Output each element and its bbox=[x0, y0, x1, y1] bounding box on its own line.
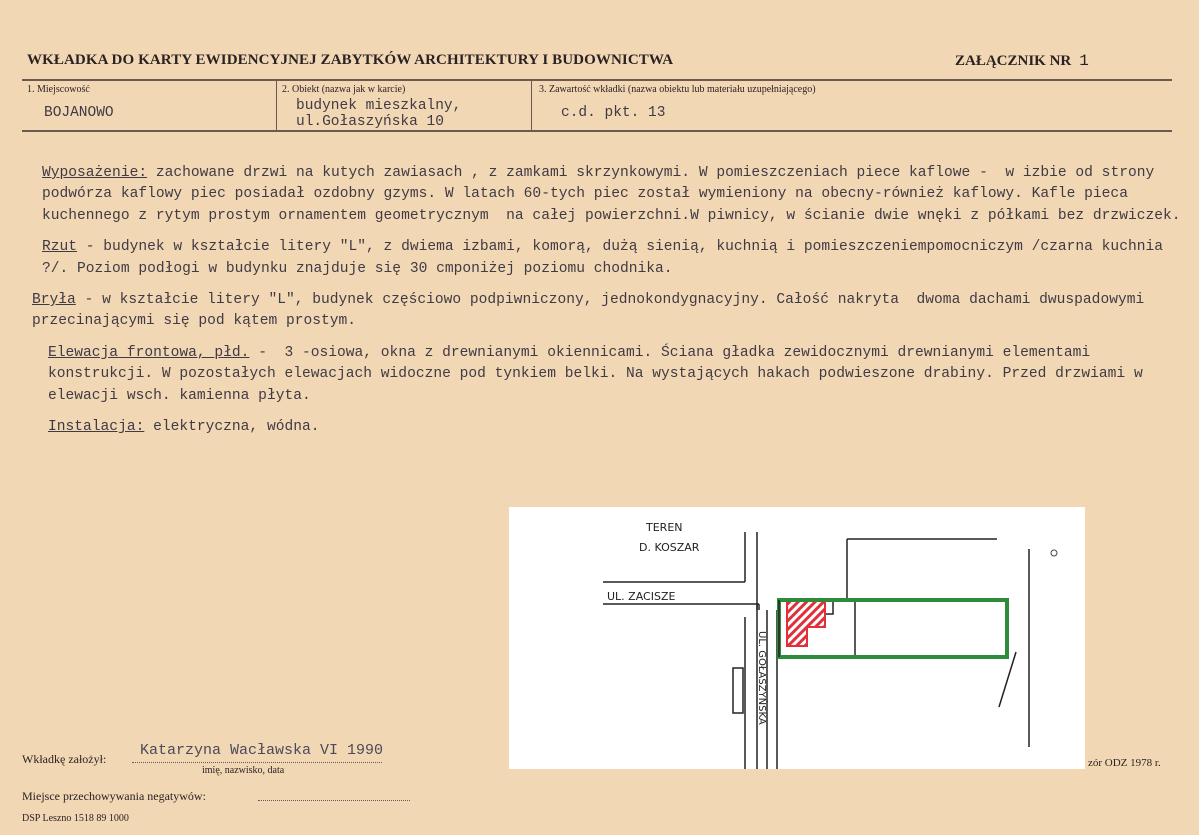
heading-massing: Bryła bbox=[32, 292, 76, 309]
printer-note: DSP Leszno 1518 89 1000 bbox=[22, 813, 129, 824]
card-title: WKŁADKA DO KARTY EWIDENCYJNEJ ZABYTKÓW ARCHITEKTURY I BUDOWNICTWA bbox=[27, 52, 674, 68]
content-value: c.d. pkt. 13 bbox=[561, 105, 666, 121]
author-hint: imię, nazwisko, data bbox=[202, 765, 285, 776]
pattern-note: zór ODZ 1978 r. bbox=[1088, 757, 1161, 769]
heading-facade: Elewacja frontowa, płd. bbox=[48, 344, 250, 361]
text-installation: elektryczna, wódna. bbox=[144, 419, 320, 436]
description-body bbox=[32, 163, 1192, 448]
storage-line bbox=[258, 800, 410, 801]
attachment-number: 1 bbox=[1079, 52, 1089, 70]
author-label: Wkładkę założył: bbox=[22, 752, 107, 766]
content-label: 3. Zawartość wkładki (nazwa obiektu lub materiału uzupełniającego) bbox=[539, 84, 816, 95]
label-street-zacisze: UL. ZACISZE bbox=[607, 590, 676, 603]
text-facade: - 3 -osiowa, okna z drewnianymi okiennicami. Ściana gładka zewidocznymi drewnianymi elementami konstrukcji. W pozostałych elewacjach widoczne pod tynkiem belki. Na wystających hakach podwieszone drabiny. Przed drzwiami w elewacji wsch. kamienna płyta. bbox=[48, 344, 1152, 404]
text-massing: - w kształcie litery "L", budynek częściowo podpiwniczony, jednokondygnacyjny. Całość nakryta dwoma dachami dwuspadowymi przecinającymi się pod kątem prostym. bbox=[32, 292, 1153, 330]
paragraph-equipment bbox=[42, 163, 1192, 227]
text-equipment: zachowane drzwi na kutych zawiasach , z zamkami skrzynkowymi. W pomieszczeniach piece kaflowe - w izbie od strony podwórza kaflowy piec posiadał ozdobny gzyms. W latach 60-tych piec został wymieniony na obecny-również kaflowy. Kafle pieca kuchennego z rytym prostym ornamentem geometrycznym na całej powierzchni.W piwnicy, w ścianie dwie wnęki z półkami bez drzwiczek. bbox=[42, 165, 1181, 224]
field-divider-2 bbox=[531, 80, 532, 130]
label-teren-2: D. KOSZAR bbox=[639, 541, 700, 554]
author-value: Katarzyna Wacławska VI 1990 bbox=[140, 742, 384, 759]
paragraph-installation bbox=[48, 417, 1192, 438]
locality-value: BOJANOWO bbox=[44, 105, 114, 121]
paragraph-plan bbox=[42, 237, 1192, 280]
fields-rule bbox=[22, 130, 1172, 132]
heading-equipment: Wyposażenie: bbox=[42, 165, 148, 181]
heading-installation: Instalacja: bbox=[48, 419, 145, 436]
text-plan: - budynek w kształcie litery "L", z dwiema izbami, komorą, dużą sienią, kuchnią i pomieszczeniempomocniczym /czarna kuchnia ?/. Poziom podłogi w budynku znajduje się 30 cmponiżej poziomu chodnika. bbox=[42, 239, 1172, 277]
object-label: 2. Obiekt (nazwa jak w karcie) bbox=[282, 84, 406, 95]
storage-label: Miejsce przechowywania negatywów: bbox=[22, 789, 206, 803]
paragraph-massing bbox=[32, 290, 1192, 333]
field-divider-1 bbox=[276, 80, 277, 130]
site-plan-sketch bbox=[509, 507, 1085, 769]
header-rule bbox=[22, 79, 1172, 81]
author-line bbox=[132, 762, 382, 763]
label-street-golaszynska: UL. GOŁASZYŃSKA bbox=[756, 631, 767, 725]
object-value-line2: ul.Gołaszyńska 10 bbox=[296, 114, 444, 130]
heading-plan: Rzut bbox=[42, 239, 78, 256]
paragraph-facade bbox=[48, 343, 1192, 407]
locality-label: 1. Miejscowość bbox=[27, 84, 90, 95]
attachment-text: ZAŁĄCZNIK NR bbox=[955, 53, 1072, 69]
attachment-label bbox=[955, 52, 1089, 70]
object-value-line1: budynek mieszkalny, bbox=[296, 98, 462, 114]
label-teren-1: TEREN bbox=[646, 521, 683, 534]
site-plan-drawing bbox=[509, 507, 1085, 769]
